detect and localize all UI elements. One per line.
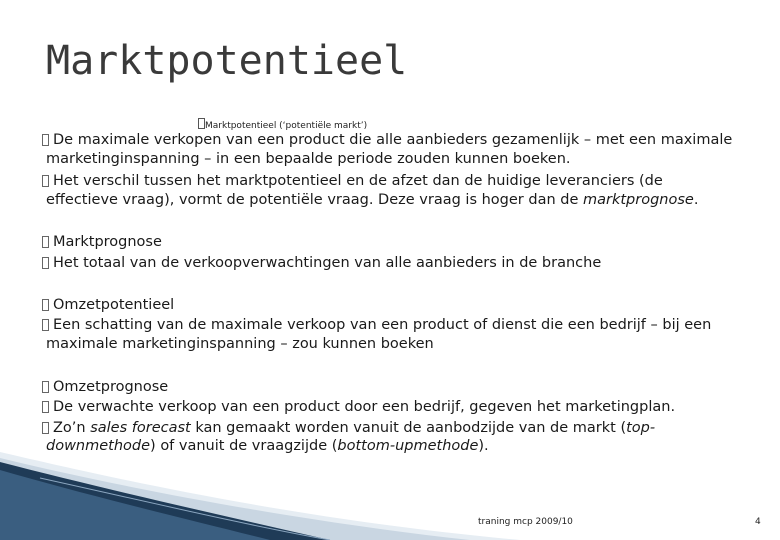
bullet-icon bbox=[198, 118, 205, 129]
block4-line3: downmethode) of vanuit de vraagzijde (bottom-upmethode). bbox=[46, 438, 489, 454]
bullet-icon bbox=[42, 134, 49, 146]
block3-line2: maximale marketinginspanning – zou kunnen boeken bbox=[46, 336, 434, 352]
block1-line3: Het verschil tussen het marktpotentieel en de afzet dan de huidige leveranciers (de bbox=[46, 172, 663, 191]
bullet-icon bbox=[42, 257, 49, 269]
bullet-icon bbox=[42, 422, 49, 434]
block2-heading: Marktprognose bbox=[46, 233, 162, 252]
bullet-icon bbox=[42, 175, 49, 187]
block1-line1: De maximale verkopen van een product die alle aanbieders gezamenlijk – met een maximale bbox=[46, 131, 732, 150]
block1-line4: effectieve vraag), vormt de potentiële vraag. Deze vraag is hoger dan de marktprognose. bbox=[46, 192, 699, 208]
slide-title: Marktpotentieel bbox=[46, 38, 408, 84]
block3-line1: Een schatting van de maximale verkoop van een product of dienst die een bedrijf – bij een bbox=[46, 316, 711, 335]
block2-line1: Het totaal van de verkoopverwachtingen van alle aanbieders in de branche bbox=[46, 254, 601, 273]
bullet-icon bbox=[42, 381, 49, 393]
bullet-icon bbox=[42, 401, 49, 413]
bullet-icon bbox=[42, 299, 49, 311]
block3-heading: Omzetpotentieel bbox=[46, 296, 174, 315]
footer-text: traning mcp 2009/10 bbox=[478, 517, 573, 527]
bullet-icon bbox=[42, 319, 49, 331]
block4-line1: De verwachte verkoop van een product door een bedrijf, gegeven het marketingplan. bbox=[46, 398, 675, 417]
bullet-icon bbox=[42, 236, 49, 248]
page-number: 4 bbox=[755, 517, 761, 527]
block4-line2: Zo’n sales forecast kan gemaakt worden vanuit de aanbodzijde van de markt (top- bbox=[46, 419, 655, 438]
slide-subtitle: Marktpotentieel (‘potentiële markt’) bbox=[198, 118, 367, 131]
block4-heading: Omzetprognose bbox=[46, 378, 168, 397]
block1-line2: marketinginspanning – in een bepaalde periode zouden kunnen boeken. bbox=[46, 151, 571, 167]
